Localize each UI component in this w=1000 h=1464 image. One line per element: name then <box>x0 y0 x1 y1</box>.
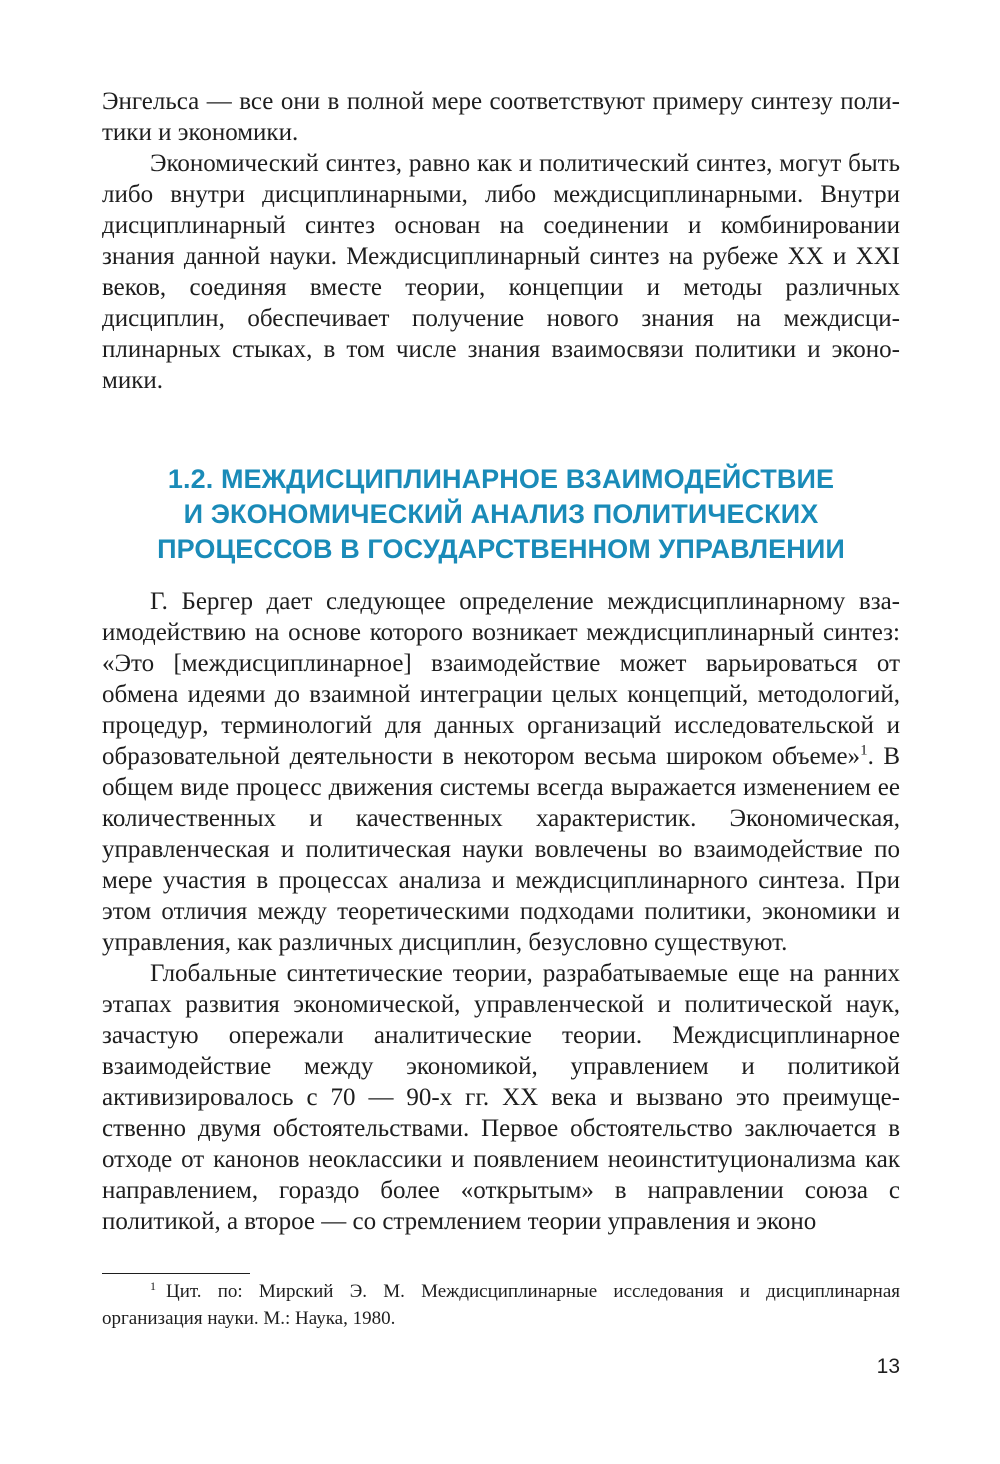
paragraph-berger <box>102 586 900 958</box>
paragraph-berger-text-start: Г. Бергер дает следующее определение междисциплинарному взаимодействию на основе которого возникает междисциплинарный синтез: «Это [междисциплинарное] взаимодействие может варьироваться от обмена идеями до взаимной интеграции целых концепций, методологий, процедур, терминологий для данных организаций исследовательской и образовательной деятельности в некотором весьма широком объеме» <box>102 588 900 770</box>
section-heading <box>102 462 900 567</box>
footnote-reference[interactable]: 1 <box>860 742 868 759</box>
paragraph-engels: Энгельса — все они в полной мере соответствуют примеру синтезу политики и экономики. <box>102 88 900 146</box>
footnote-marker: 1 <box>150 1278 156 1293</box>
paragraph-berger-text-end: . В общем виде процесс движения системы всегда выражается изменением ее количественных и качественных характеристик. Экономическая, управленческая и политическая науки вовлечены во взаимодействие по мере участия в процессах анализа и междисциплинарного синтеза. При этом отличия между теоретическими подходами политики, экономики и управления, как различных дисциплин, безусловно существуют. <box>102 743 900 956</box>
footnote-divider <box>102 1273 250 1274</box>
footnote-text: Цит. по: Мирский Э. М. Междисциплинарные исследования и дисциплинарная организация науки. М.: Наука, 1980. <box>102 1281 900 1329</box>
footnote <box>102 1278 900 1332</box>
paragraph-global-theories: Глобальные синтетические теории, разрабатываемые еще на ранних этапах развития экономической, управленческой и политической наук, зачастую опережали аналитические теории. Междисциплинарное взаимодействие между экономикой, управлением и политикой активизировалось с 70 — 90-х гг. XX века и вызвано это преимущественно двумя обстоятельствами. Первое обстоятельство заключается в отходе от канонов неоклассики и появлением неоинституционализма как направлением, гораздо более «открытым» в направлении союза с политикой, а второе — со стремлением теории управления и эконо <box>102 960 900 1235</box>
paragraph-synthesis: Экономический синтез, равно как и политический синтез, могут быть либо внутри дисциплинарными, либо междисциплинарными. Внутри дисциплинарный синтез основан на соединении и комбинировании знания данной науки. Междисциплинарный синтез на рубеже XX и XXI веков, соединяя вместе теории, концепции и методы различных дисциплин, обеспечивает получение нового знания на междисциплинарных стыках, в том числе знания взаимосвязи политики и экономики. <box>102 150 900 394</box>
section-heading-line-2: И ЭКОНОМИЧЕСКИЙ АНАЛИЗ ПОЛИТИЧЕСКИХ <box>183 499 819 529</box>
page-number: 13 <box>876 1355 900 1378</box>
section-heading-line-1: 1.2. МЕЖДИСЦИПЛИНАРНОЕ ВЗАИМОДЕЙСТВИЕ <box>167 464 835 494</box>
section-heading-line-3: ПРОЦЕССОВ В ГОСУДАРСТВЕННОМ УПРАВЛЕНИИ <box>157 534 845 564</box>
page-body <box>102 86 900 1237</box>
